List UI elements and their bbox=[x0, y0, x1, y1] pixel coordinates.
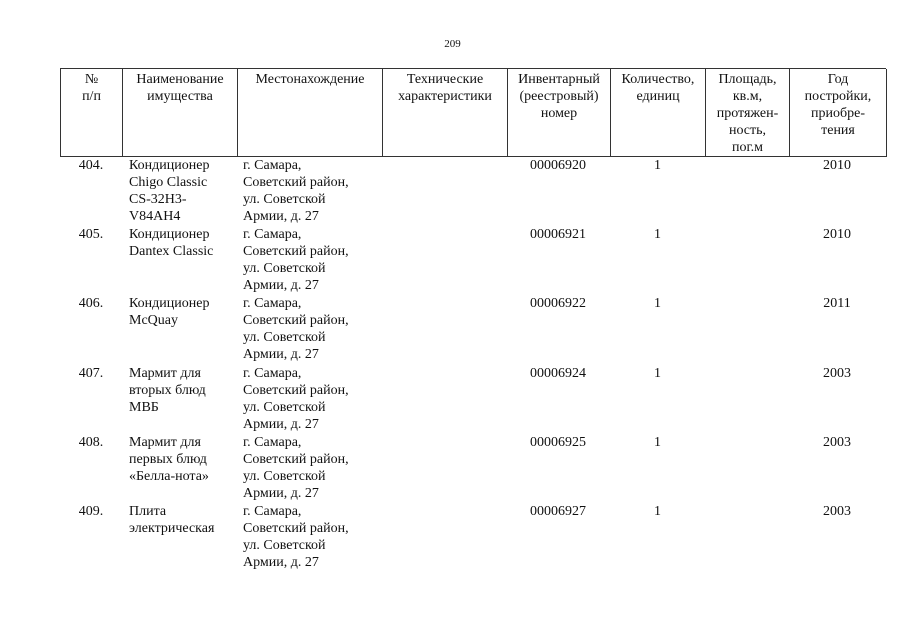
inventory-number: 00006921 bbox=[530, 227, 586, 242]
column-header-name: Наименование имущества bbox=[123, 69, 238, 157]
column-header-characteristics: Технические характеристики bbox=[383, 69, 508, 157]
property-name: Мармит для первых блюд «Белла-нота» bbox=[129, 435, 209, 484]
quantity: 1 bbox=[654, 366, 661, 381]
quantity: 1 bbox=[654, 227, 661, 242]
year: 2011 bbox=[823, 296, 851, 311]
quantity: 1 bbox=[654, 435, 661, 450]
quantity: 1 bbox=[654, 504, 661, 519]
property-name: Кондиционер Dantex Classic bbox=[129, 227, 214, 259]
column-header-number: № п/п bbox=[61, 69, 123, 157]
inventory-number: 00006927 bbox=[530, 504, 586, 519]
property-name: Кондиционер Chigo Classic CS-32H3- V84AH4 bbox=[129, 158, 210, 224]
property-location: г. Самара, Советский район, ул. Советской Армии, д. 27 bbox=[243, 435, 349, 501]
inventory-number: 00006925 bbox=[530, 435, 586, 450]
property-location: г. Самара, Советский район, ул. Советской Армии, д. 27 bbox=[243, 366, 349, 432]
table-row bbox=[0, 295, 905, 364]
column-header-inventory: Инвентарный (реестровый) номер bbox=[508, 69, 611, 157]
property-location: г. Самара, Советский район, ул. Советской Армии, д. 27 bbox=[243, 504, 349, 570]
row-number: 406. bbox=[78, 296, 104, 311]
year: 2003 bbox=[823, 504, 851, 519]
table-header bbox=[60, 68, 886, 157]
property-location: г. Самара, Советский район, ул. Советской Армии, д. 27 bbox=[243, 227, 349, 293]
page-number: 209 bbox=[444, 38, 461, 50]
row-number: 407. bbox=[78, 366, 104, 381]
year: 2003 bbox=[823, 366, 851, 381]
row-number: 404. bbox=[78, 158, 104, 173]
table-row bbox=[0, 157, 905, 226]
column-header-area: Площадь, кв.м, протяжен- ность, пог.м bbox=[706, 69, 790, 157]
property-location: г. Самара, Советский район, ул. Советской Армии, д. 27 bbox=[243, 296, 349, 362]
property-name: Кондиционер McQuay bbox=[129, 296, 210, 328]
year: 2003 bbox=[823, 435, 851, 450]
inventory-number: 00006922 bbox=[530, 296, 586, 311]
row-number: 408. bbox=[78, 435, 104, 450]
row-number: 409. bbox=[78, 504, 104, 519]
table-row bbox=[0, 226, 905, 295]
quantity: 1 bbox=[654, 296, 661, 311]
year: 2010 bbox=[823, 158, 851, 173]
column-header-quantity: Количество, единиц bbox=[611, 69, 706, 157]
property-name: Плита электрическая bbox=[129, 504, 215, 536]
property-name: Мармит для вторых блюд МВБ bbox=[129, 366, 206, 415]
quantity: 1 bbox=[654, 158, 661, 173]
year: 2010 bbox=[823, 227, 851, 242]
inventory-number: 00006920 bbox=[530, 158, 586, 173]
table-row bbox=[0, 503, 905, 572]
table-row bbox=[0, 434, 905, 503]
inventory-number: 00006924 bbox=[530, 366, 586, 381]
column-header-year: Год постройки, приобре- тения bbox=[790, 69, 887, 157]
table-row bbox=[0, 365, 905, 434]
column-header-location: Местонахождение bbox=[238, 69, 383, 157]
row-number: 405. bbox=[78, 227, 104, 242]
property-location: г. Самара, Советский район, ул. Советской Армии, д. 27 bbox=[243, 158, 349, 224]
